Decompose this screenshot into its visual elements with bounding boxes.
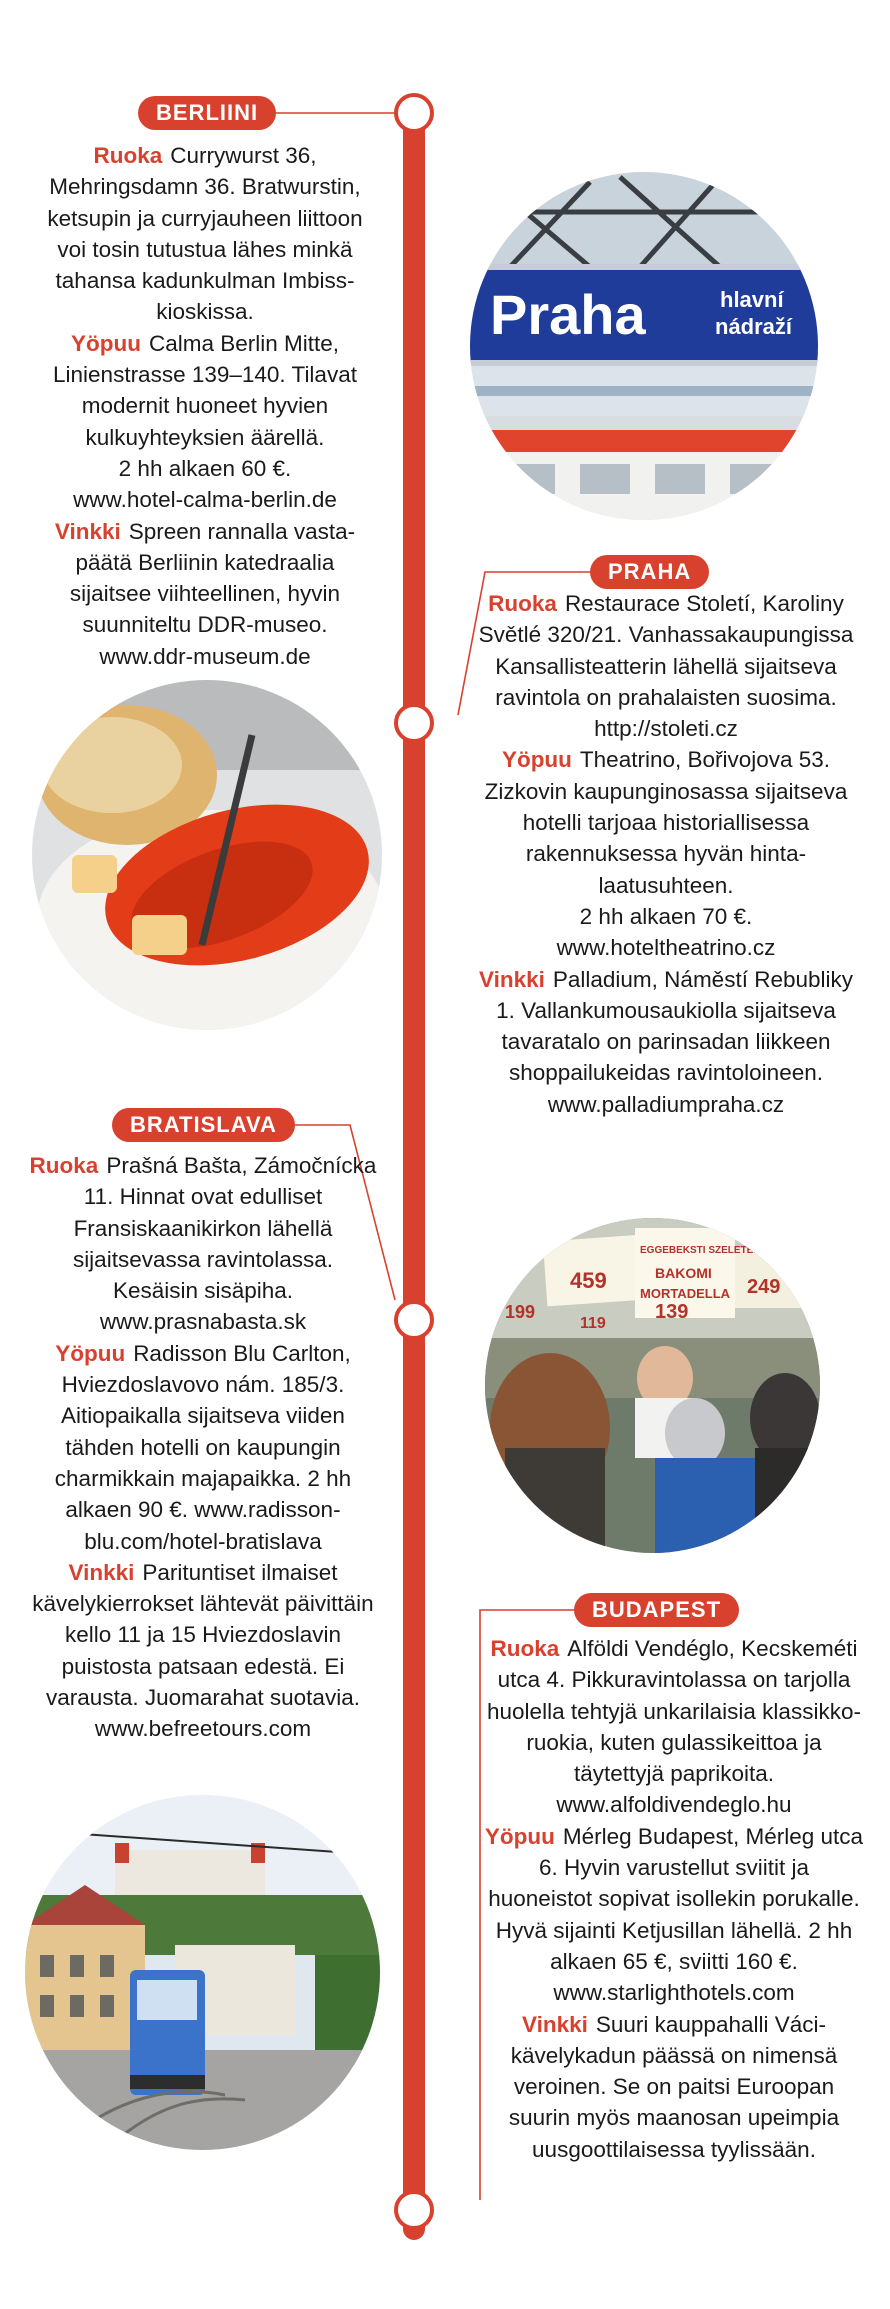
berliini-stay-price: 2 hh alkaen 60 €. [118, 455, 292, 481]
bratislava-tip-text: Parituntiset ilmaiset kävelykierrokset lähtevät päivittäin kello 11 ja 15 Hviezdoslavin puistosta patsaan edestä. Ei varausta. Juomarahat suotavia. [32, 1559, 374, 1711]
food-label: Ruoka [490, 1636, 560, 1661]
berliini-stay-text: Calma Berlin Mitte, Linienstrasse 139–140. Tilavat modernit huoneet hyvien kulkuyhteyksien äärellä. [53, 330, 357, 450]
praha-stay-url[interactable]: www.hoteltheatrino.cz [556, 935, 776, 961]
city-label-budapest: BUDAPEST [574, 1593, 739, 1627]
bratislava-stay [28, 1338, 378, 1557]
berliini-tip-url[interactable]: www.ddr-museum.de [99, 643, 311, 669]
praha-sign-text: Praha [490, 283, 646, 346]
tip-label: Vinkki [479, 966, 545, 992]
praha-tip-text: Palladium, Náměstí Rebubliky 1. Vallankumousaukiolla sijaitseva tavaratalo on parinsadan liikkeen shoppailukeidas ravintoloineen. [496, 966, 853, 1086]
tip-label: Vinkki [521, 2011, 588, 2037]
food-label: Ruoka [93, 143, 163, 168]
stay-label: Yöpuu [70, 330, 141, 356]
budapest-food-text: Alföldi Vendéglo, Kecskeméti utca 4. Pikkuravintolassa on tarjolla huolella tehtyjä unkarilaisia klassikkoruokia, kuten gulassikeittoa ja täytettyjä paprikoita. [487, 1636, 861, 1787]
berliini-stay [40, 328, 370, 453]
praha-stay [478, 744, 854, 900]
bratislava-tip-url[interactable]: www.befreetours.com [94, 1716, 312, 1742]
city-label-berliini: BERLIINI [138, 96, 276, 130]
svg-text:hlavní: hlavní [720, 287, 784, 312]
stay-label: Yöpuu [501, 747, 572, 773]
svg-text:EGGEBEKSTI SZELETELT: EGGEBEKSTI SZELETELT [640, 1245, 765, 1256]
praha-food [478, 588, 854, 744]
berliini-tip [40, 516, 370, 641]
berliini-food-text: Currywurst 36, Mehringsdamn 36. Bratwurstin, ketsupin ja curryjauheen liittoon voi tosin tutustua lähes minkä tahansa kadunkulman Imbiss-kioskissa. [47, 143, 363, 325]
svg-text:MORTADELLA: MORTADELLA [640, 1286, 731, 1301]
food-label: Ruoka [29, 1153, 99, 1178]
timeline-node-berliini [394, 93, 434, 133]
praha-station-photo [470, 172, 818, 520]
currywurst-photo [32, 680, 382, 1030]
stay-label: Yöpuu [484, 1823, 555, 1849]
bratislava-text [28, 1150, 378, 1745]
praha-food-text: Restaurace Století, Karoliny Světlé 320/21. Vanhassakaupungissa Kansallisteatterin lähellä sijaitseva ravintola on prahalaisten suosima. http://stoleti.cz [478, 591, 854, 742]
svg-text:119: 119 [580, 1315, 606, 1332]
tip-label: Vinkki [68, 1559, 135, 1585]
bratislava-food-text: Prašná Bašta, Zámočnícka 11. Hinnat ovat edulliset Fransiskaanikirkon lähellä sijaitsevassa ravintolassa. Kesäisin sisäpiha. [72, 1153, 377, 1304]
praha-tip-url[interactable]: www.palladiumpraha.cz [547, 1091, 785, 1117]
timeline-node-bratislava [394, 1300, 434, 1340]
timeline-node-budapest [394, 2190, 434, 2230]
budapest-text [484, 1633, 864, 2165]
city-label-praha: PRAHA [590, 555, 709, 589]
budapest-stay-url[interactable]: www.starlighthotels.com [553, 1980, 795, 2006]
praha-tip [478, 964, 854, 1089]
svg-text:nádraží: nádraží [715, 314, 793, 339]
praha-stay-text: Theatrino, Bořivojova 53. Zizkovin kaupunginosassa sijaitseva hotelli tarjoaa historiallisessa rakennuksessa hyvän hinta-laatusuhteen. [484, 747, 848, 898]
berliini-stay-url[interactable]: www.hotel-calma-berlin.de [73, 487, 337, 513]
budapest-tip-text: Suuri kauppahalli Váci-kävelykadun päässä on nimensä veroinen. Se on paitsi Euroopan suurin myös maanosan upeimpia uusgoottilaisessa tyylissään. [508, 2011, 840, 2162]
berliini-food [40, 140, 370, 328]
svg-text:139: 139 [655, 1301, 689, 1323]
bratislava-tip [28, 1557, 378, 1713]
budapest-stay-text: Mérleg Budapest, Mérleg utca 6. Hyvin varustellut sviitit ja huoneistot sopivat isollekin porukalle. Hyvä sijainti Ketjusillan lähellä. 2 hh alkaen 65 €, sviitti 160 €. [488, 1823, 864, 1974]
stay-label: Yöpuu [55, 1340, 126, 1366]
bratislava-tram-photo [25, 1795, 380, 2150]
svg-text:199: 199 [505, 1302, 536, 1322]
bratislava-food [28, 1150, 378, 1306]
praha-stay-price: 2 hh alkaen 70 €. [579, 903, 753, 929]
svg-text:BAKOMI: BAKOMI [655, 1265, 712, 1281]
budapest-food [484, 1633, 864, 1789]
bratislava-stay-text: Radisson Blu Carlton, Hviezdoslavovo nám. 185/3. Aitiopaikalla sijaitseva viiden tähden hotelli on kaupungin charmikkain majapaikka. 2 hh alkaen 90 €. www.radissonblu.com/hotel-bratislava [54, 1340, 352, 1554]
berliini-text [40, 140, 370, 672]
city-label-bratislava: BRATISLAVA [112, 1108, 295, 1142]
budapest-food-url[interactable]: www.alfoldivendeglo.hu [556, 1792, 792, 1818]
svg-text:459: 459 [570, 1268, 607, 1293]
bratislava-food-url[interactable]: www.prasnabasta.sk [99, 1309, 307, 1335]
praha-text [478, 588, 854, 1120]
food-label: Ruoka [488, 591, 557, 616]
market-hall-photo [485, 1218, 820, 1553]
tip-label: Vinkki [54, 518, 121, 544]
budapest-tip [484, 2009, 864, 2165]
svg-text:249: 249 [747, 1276, 781, 1298]
budapest-stay [484, 1821, 864, 1977]
berliini-tip-text: Spreen rannalla vastapäätä Berliinin katedraalia sijaitsee viihteellinen, hyvin suunniteltu DDR-museo. [69, 518, 356, 638]
timeline-node-praha [394, 703, 434, 743]
